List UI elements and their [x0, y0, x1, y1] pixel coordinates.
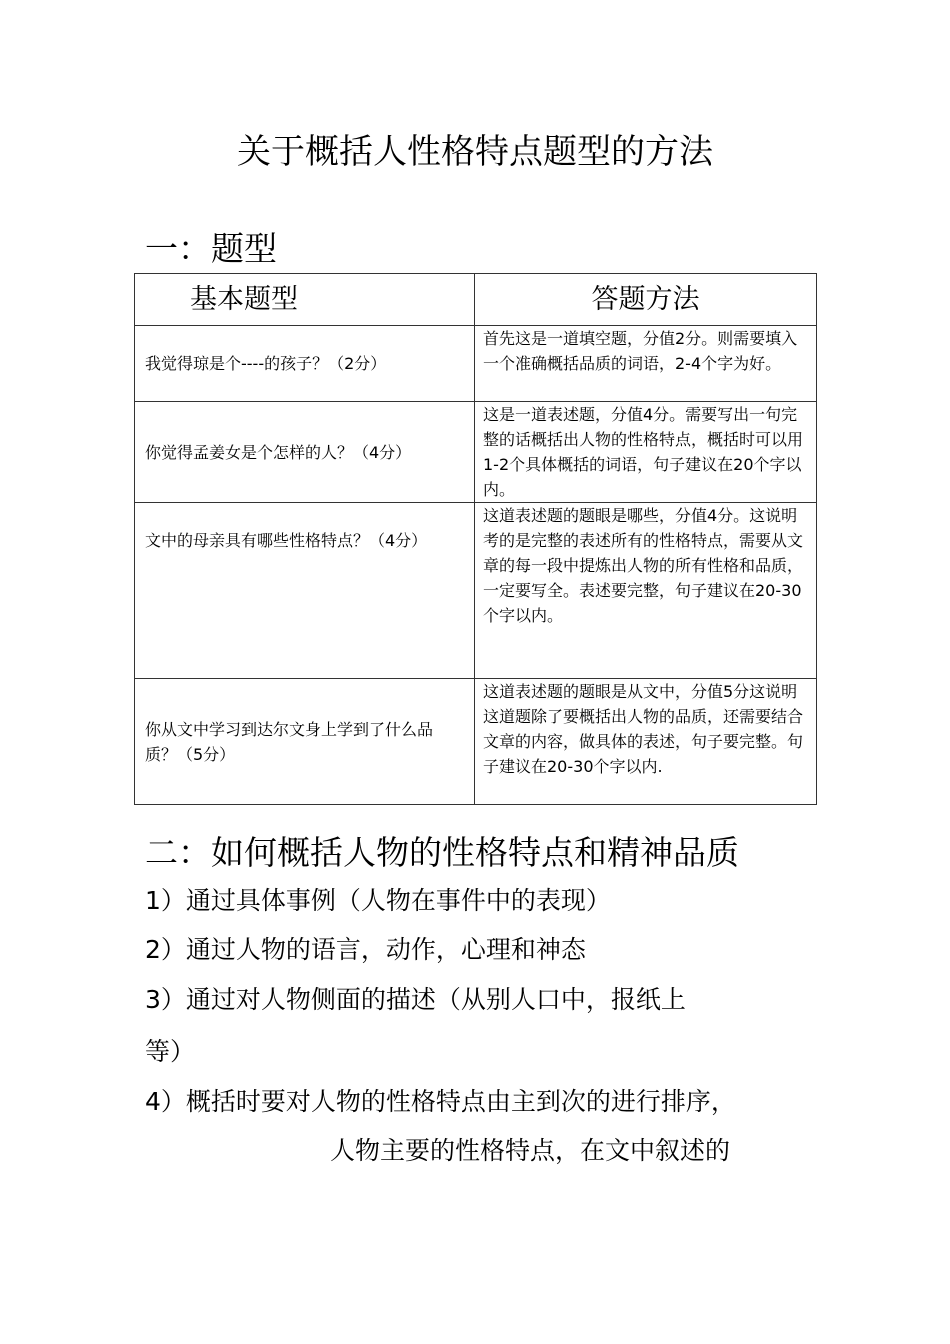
section2-heading: 二：如何概括人物的性格特点和精神品质 — [145, 833, 739, 872]
table-row — [135, 679, 817, 805]
question-cell: 我觉得琼是个----的孩子？（2分） — [135, 326, 475, 402]
method-cell: 这道表述题的题眼是从文中，分值5分这说明这道题除了要概括出人物的品质，还需要结合文章的内容，做具体的表述，句子要完整。句子建议在20-30个字以内. — [475, 679, 817, 805]
page-title: 关于概括人性格特点题型的方法 — [237, 132, 713, 172]
section1-heading: 一：题型 — [145, 229, 277, 268]
list-item: 4）概括时要对人物的性格特点由主到次的进行排序， — [145, 1087, 736, 1116]
method-cell: 这是一道表述题，分值4分。需要写出一句完整的话概括出人物的性格特点，概括时可以用1-2个具体概括的词语，句子建议在20个字以内。 — [475, 402, 817, 503]
question-cell: 你觉得孟姜女是个怎样的人？（4分） — [135, 402, 475, 503]
header-basic-type: 基本题型 — [135, 274, 475, 326]
method-cell: 这道表述题的题眼是哪些，分值4分。这说明考的是完整的表述所有的性格特点，需要从文章的每一段中提炼出人物的所有性格和品质，一定要写全。表述要完整，句子建议在20-30个字以内。 — [475, 503, 817, 679]
table-row — [135, 326, 817, 402]
list-item-continuation: 人物主要的性格特点，在文中叙述的 — [330, 1136, 731, 1165]
list-item: 1）通过具体事例（人物在事件中的表现） — [145, 886, 611, 915]
list-item: 2）通过人物的语言，动作，心理和神态 — [145, 935, 586, 964]
header-answer-method: 答题方法 — [475, 274, 817, 326]
question-cell: 你从文中学习到达尔文身上学到了什么品质？（5分） — [135, 679, 475, 805]
table-row — [135, 503, 817, 679]
list-item: 3）通过对人物侧面的描述（从别人口中，报纸上 — [145, 985, 686, 1014]
table-row — [135, 402, 817, 503]
question-cell: 文中的母亲具有哪些性格特点？（4分） — [135, 503, 475, 679]
method-cell: 首先这是一道填空题，分值2分。则需要填入一个准确概括品质的词语，2-4个字为好。 — [475, 326, 817, 402]
list-item-continuation: 等） — [145, 1037, 196, 1066]
table-header-row — [135, 274, 817, 326]
question-type-table — [134, 273, 817, 805]
